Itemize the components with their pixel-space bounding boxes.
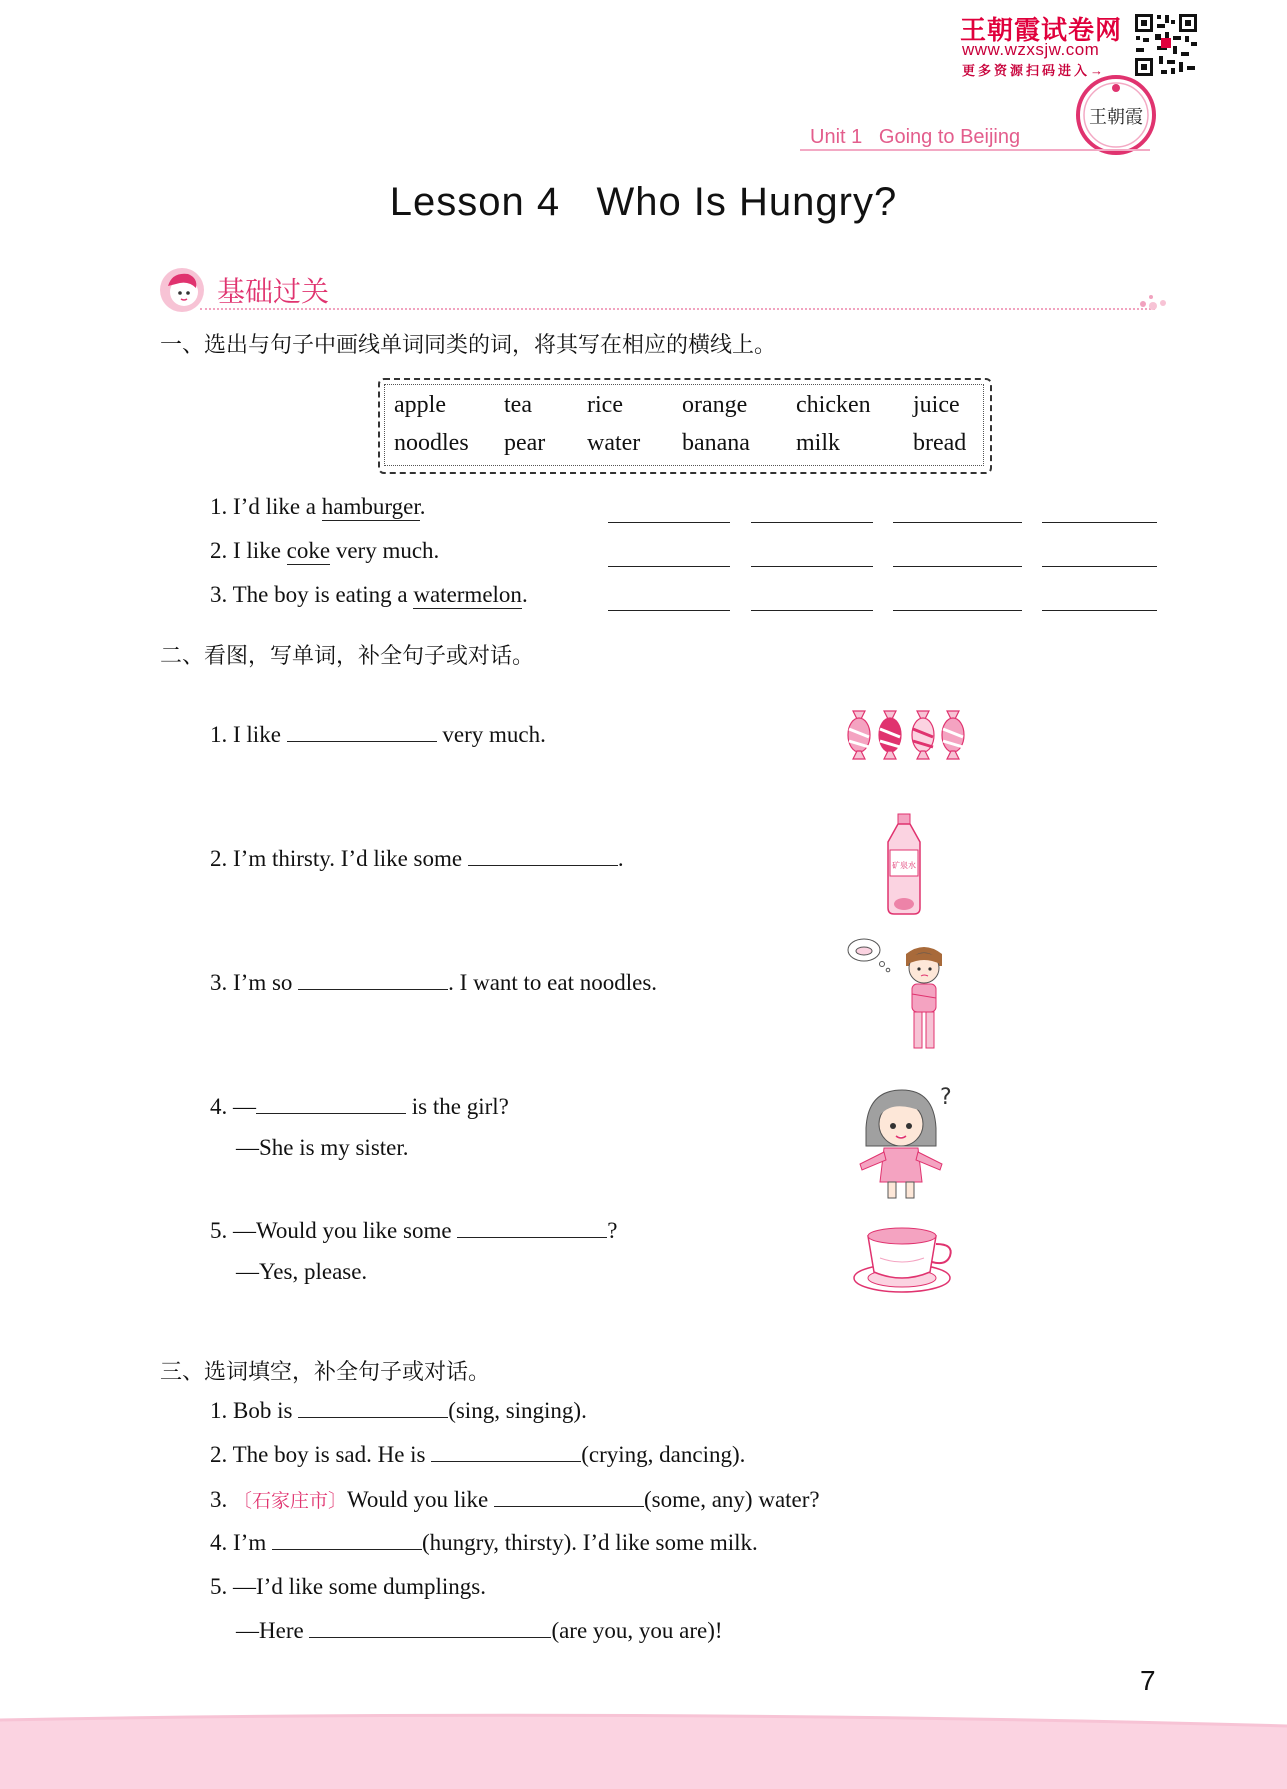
answer-line[interactable]	[893, 522, 1022, 523]
section-girl-icon	[158, 266, 206, 314]
page-number: 7	[1140, 1665, 1156, 1696]
fill-blank[interactable]	[431, 1461, 581, 1462]
qr-code-icon[interactable]	[1133, 12, 1199, 78]
part3-question-1: 1. Bob is (sing, singing).	[210, 1398, 587, 1423]
seal-text: 王朝霞	[1089, 107, 1143, 128]
part3-question-4: 4. I’m (hungry, thirsty). I’d like some milk.	[210, 1530, 758, 1555]
fill-blank[interactable]	[494, 1506, 644, 1507]
answer-line[interactable]	[751, 522, 873, 523]
word-box-item: orange	[682, 392, 748, 418]
word-box-item: tea	[504, 392, 532, 418]
section-title: 基础过关	[217, 275, 330, 308]
decorative-dots-icon	[1138, 294, 1168, 314]
word-box-item: apple	[394, 392, 446, 418]
section-divider	[200, 308, 1155, 310]
part3-question-5-answer: —Here (are you, you are)!	[236, 1618, 723, 1643]
word-box-item: rice	[587, 392, 623, 418]
underlined-word: coke	[286, 538, 331, 563]
brand-title: 王朝霞试卷网	[960, 15, 1123, 45]
word-box-item: milk	[796, 430, 841, 456]
fill-blank[interactable]	[256, 1113, 406, 1114]
word-box-item: bread	[913, 430, 967, 456]
footer-band	[0, 1712, 1287, 1789]
tea-cup-picture-icon	[850, 1222, 960, 1296]
answer-line[interactable]	[1042, 610, 1157, 611]
part2-question-3: 3. I’m so . I want to eat noodles.	[210, 970, 658, 995]
word-box-item: pear	[504, 430, 546, 456]
bottle-label: 矿泉水	[892, 861, 916, 870]
fill-blank[interactable]	[298, 989, 448, 990]
brand-seal-logo	[1075, 74, 1157, 156]
fill-blank[interactable]	[468, 865, 618, 866]
part2-question-1: 1. I like very much.	[210, 722, 546, 747]
fill-blank[interactable]	[287, 741, 437, 742]
part2-question-2: 2. I’m thirsty. I’d like some .	[210, 846, 624, 871]
answer-line[interactable]	[1042, 566, 1157, 567]
brand-url: www.wzxsjw.com	[962, 40, 1100, 59]
part3-question-5: 5. —I’d like some dumplings.	[210, 1574, 486, 1599]
part2-question-4-answer: —She is my sister.	[236, 1135, 409, 1160]
answer-line[interactable]	[608, 610, 730, 611]
answer-line[interactable]	[608, 522, 730, 523]
answer-line[interactable]	[751, 566, 873, 567]
answer-line[interactable]	[893, 610, 1022, 611]
word-box-item: chicken	[796, 392, 871, 418]
answer-line[interactable]	[1042, 522, 1157, 523]
part2-instruction: 二、看图，写单词，补全句子或对话。	[160, 644, 535, 669]
hungry-boy-picture-icon	[846, 936, 952, 1054]
part2-question-5: 5. —Would you like some ?	[210, 1218, 618, 1243]
part3-question-3: 3. 〔石家庄市〕Would you like (some, any) water?	[210, 1487, 820, 1512]
question-mark: ?	[940, 1085, 952, 1110]
word-box-item: juice	[913, 392, 960, 418]
header-divider	[800, 149, 1150, 151]
fill-blank[interactable]	[298, 1417, 448, 1418]
lesson-title: Lesson 4 Who Is Hungry?	[389, 180, 898, 224]
fill-blank[interactable]	[272, 1549, 422, 1550]
part1-question: 3. The boy is eating a watermelon.	[210, 582, 528, 607]
girl-question-picture-icon	[850, 1082, 960, 1202]
part3-instruction: 三、选词填空，补全句子或对话。	[160, 1360, 491, 1385]
underlined-word: watermelon	[413, 582, 522, 607]
answer-line[interactable]	[893, 566, 1022, 567]
part2-question-4: 4. — is the girl?	[210, 1094, 509, 1119]
part2-question-5-answer: —Yes, please.	[236, 1259, 368, 1284]
underlined-word: hamburger	[321, 494, 420, 519]
part1-instruction: 一、选出与句子中画线单词同类的词，将其写在相应的横线上。	[160, 333, 777, 358]
word-box-item: banana	[682, 430, 750, 456]
candy-picture-icon	[845, 700, 970, 770]
word-box-item: noodles	[394, 430, 469, 456]
word-box-item: water	[587, 430, 641, 456]
part1-question: 1. I’d like a hamburger.	[210, 494, 426, 519]
part3-question-2: 2. The boy is sad. He is (crying, dancing).	[210, 1442, 746, 1467]
part1-question: 2. I like coke very much.	[210, 538, 440, 563]
answer-line[interactable]	[608, 566, 730, 567]
brand-scan-hint: 更多资源扫码进入→	[962, 63, 1107, 78]
fill-blank[interactable]	[457, 1237, 607, 1238]
water-bottle-picture-icon	[880, 812, 928, 916]
region-tag: 〔石家庄市〕	[233, 1491, 348, 1512]
answer-line[interactable]	[751, 610, 873, 611]
unit-label: Unit 1 Going to Beijing	[810, 126, 1021, 148]
fill-blank[interactable]	[309, 1637, 551, 1638]
